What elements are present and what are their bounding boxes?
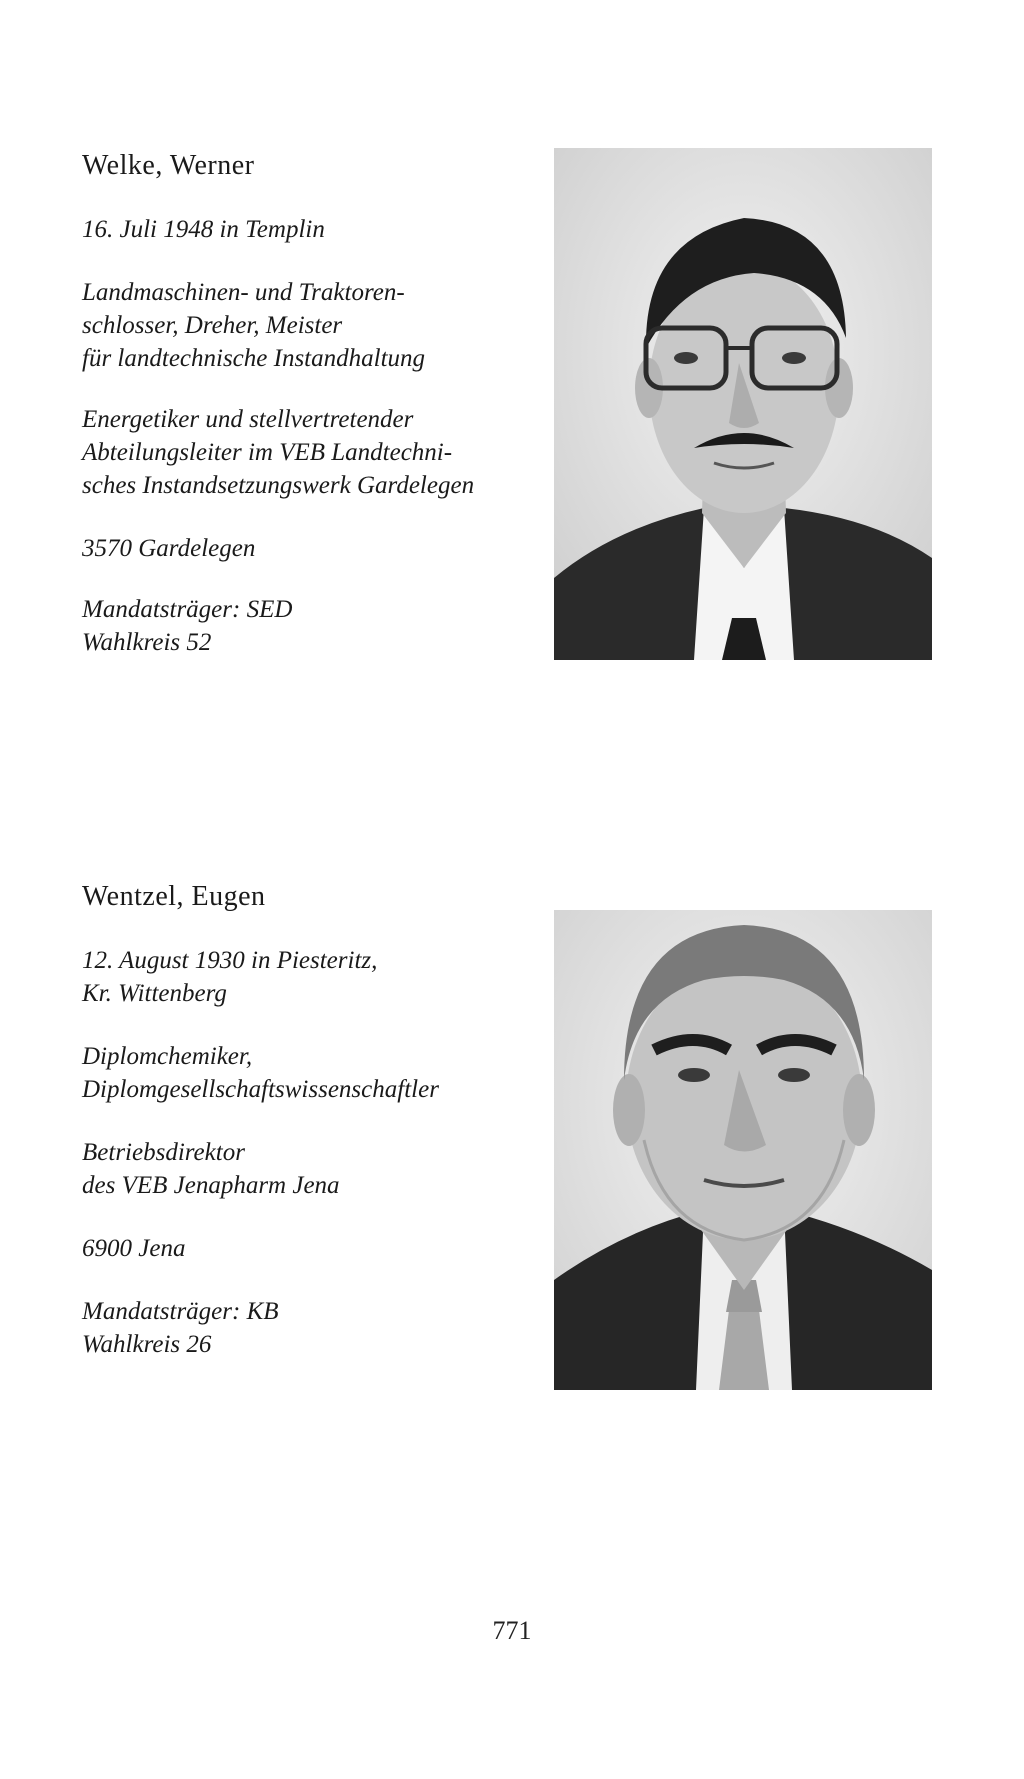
portrait-image bbox=[554, 148, 932, 660]
training-info: Landmaschinen- und Traktoren- schlosser, Dreher, Meister für landtechnische Instandhaltung bbox=[82, 279, 426, 372]
position-info: Energetiker und stellvertretender Abteilungsleiter im VEB Landtechni- sches Instandsetzungswerk Gardelegen bbox=[82, 406, 475, 499]
entry-text bbox=[82, 880, 542, 1361]
position-info: Betriebsdirektor des VEB Jenapharm Jena bbox=[82, 1139, 340, 1199]
portrait-photo bbox=[554, 148, 932, 660]
person-name: Wentzel, Eugen bbox=[82, 881, 266, 912]
address-info: 3570 Gardelegen bbox=[82, 535, 256, 562]
training-info: Diplomchemiker, Diplomgesellschaftswissenschaftler bbox=[82, 1043, 439, 1103]
portrait-photo bbox=[554, 910, 932, 1390]
address-info: 6900 Jena bbox=[82, 1235, 186, 1262]
person-name: Welke, Werner bbox=[82, 150, 255, 181]
mandate-info: Mandatsträger: SED Wahlkreis 52 bbox=[82, 596, 293, 656]
mandate-info: Mandatsträger: KB Wahlkreis 26 bbox=[82, 1298, 279, 1358]
page-number: 771 bbox=[492, 1616, 532, 1645]
portrait-image bbox=[554, 910, 932, 1390]
entry-text bbox=[82, 149, 542, 659]
birth-info: 16. Juli 1948 in Templin bbox=[82, 216, 325, 243]
birth-info: 12. August 1930 in Piesteritz, Kr. Wittenberg bbox=[82, 947, 378, 1007]
